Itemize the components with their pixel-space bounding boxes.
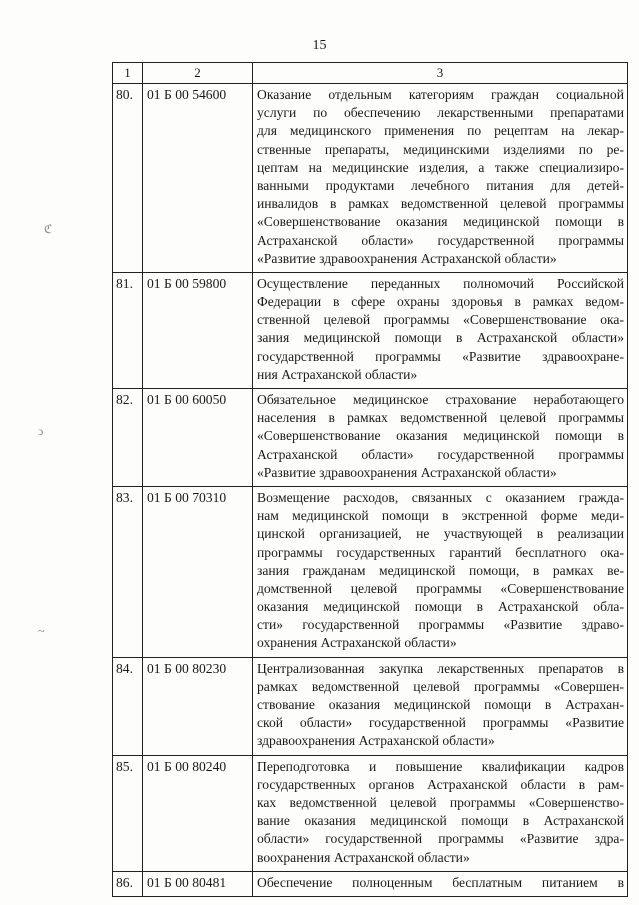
budget-code: 01 Б 00 80230 [143,657,253,755]
row-number: 85. [113,755,143,871]
description-line: Астраханской области» государственной программы [257,446,624,462]
row-description [253,486,628,657]
description-line: для медицинского применения по рецептам на лекар- [257,123,624,139]
page-number: 15 [312,38,327,53]
budget-code: 01 Б 00 54600 [143,84,253,273]
margin-mark: ~ [38,624,45,638]
row-number: 80. [113,84,143,273]
description-line: Переподготовка и повышение квалификации кадров [257,758,624,774]
description-line: государственной программы «Развитие здравоохране- [257,348,624,364]
description-line: «Развитие здравоохранения Астраханской области» [257,250,557,266]
description-line: области» государственной программы «Развитие здра- [257,831,624,847]
description-line: ках ведомственной целевой программы «Совершенство- [257,794,624,810]
description-line: домственной целевой программы «Совершенствование [257,580,624,596]
description-line: инвалидов в рамках ведомственной целевой программы [257,196,624,212]
description-line: Федерации в сфере охраны здоровья в рамках ведом- [257,294,624,310]
budget-code: 01 Б 00 60050 [143,389,253,487]
budget-code: 01 Б 00 59800 [143,272,253,388]
budget-code: 01 Б 00 80240 [143,755,253,871]
description-line: ской области» государственной программы «Развитие [257,715,624,731]
description-line: «Развитие здравоохранения Астраханской области» [257,464,557,480]
description-line: ственные препараты, медицинскими изделиями по ре- [257,141,624,157]
row-description [253,389,628,487]
margin-mark: ℭ [44,222,53,236]
description-line: цептам на медицинские изделия, а также специализиро- [257,159,624,175]
description-line: услуги по обеспечению лекарственными препаратами [257,105,624,121]
row-description [253,657,628,755]
description-line: Оказание отдельным категориям граждан социальной [257,87,624,102]
table-row [113,871,628,896]
budget-code-table [112,62,628,897]
table-row [113,657,628,755]
description-line: ственной целевой программы «Совершенствование ока- [257,312,624,328]
header-col-1: 1 [113,63,143,84]
description-line: сти» государственной программы «Развитие здраво- [257,617,624,633]
description-line: Возмещение расходов, связанных с оказанием гражда- [257,489,624,505]
row-number: 82. [113,389,143,487]
table-header-row [113,63,628,84]
table-row [113,755,628,871]
description-line: ствование оказания медицинской помощи в Астрахан- [257,697,624,712]
row-description [253,84,628,273]
row-number: 84. [113,657,143,755]
description-line: «Совершенствование оказания медицинской помощи в [257,428,624,444]
description-line: рамках ведомственной целевой программы «Совершен- [257,678,624,694]
description-line: нам медицинской помощи в экстренной форме меди- [257,508,624,524]
description-line: «Совершенствование оказания медицинской помощи в [257,214,624,230]
table-row [113,272,628,388]
description-line: воохранения Астраханской области» [257,849,470,865]
row-number: 83. [113,486,143,657]
description-line: Обязательное медицинское страхование неработающего [257,392,624,407]
description-line: Обеспечение полноценным бесплатным питанием в [257,874,624,890]
row-number: 81. [113,272,143,388]
description-line: ния Астраханской области» [257,366,418,382]
description-line: ванными продуктами лечебного питания для детей- [257,177,624,193]
table-row [113,486,628,657]
margin-mark: ↄ [38,424,44,438]
row-description [253,871,628,896]
row-number: 86. [113,871,143,896]
description-line: зания гражданам медицинской помощи, в рамках ве- [257,562,624,578]
budget-code: 01 Б 00 80481 [143,871,253,896]
description-line: оказания медицинской помощи в Астраханской обла- [257,599,624,615]
row-description [253,272,628,388]
row-description [253,755,628,871]
description-line: здравоохранения Астраханской области» [257,733,495,749]
description-line: вание оказания медицинской помощи в Астраханской [257,813,624,829]
description-line: Астраханской области» государственной программы [257,232,624,248]
table-body [113,84,628,897]
budget-code: 01 Б 00 70310 [143,486,253,657]
header-col-2: 2 [143,63,253,84]
description-line: цинской организацией, не участвующей в реализации [257,526,624,542]
description-line: Осуществление переданных полномочий Российской [257,275,624,291]
table-row [113,84,628,273]
description-line: Централизованная закупка лекарственных препаратов в [257,660,624,676]
header-col-3: 3 [253,63,628,84]
description-line: охранения Астраханской области» [257,635,457,651]
description-line: государственных органов Астраханской области в рам- [257,776,624,792]
description-line: населения в рамках ведомственной целевой программы [257,410,624,426]
description-line: зания медицинской помощи в Астраханской области» [257,330,624,346]
table-row [113,389,628,487]
description-line: программы государственных гарантий бесплатного ока- [257,544,624,560]
